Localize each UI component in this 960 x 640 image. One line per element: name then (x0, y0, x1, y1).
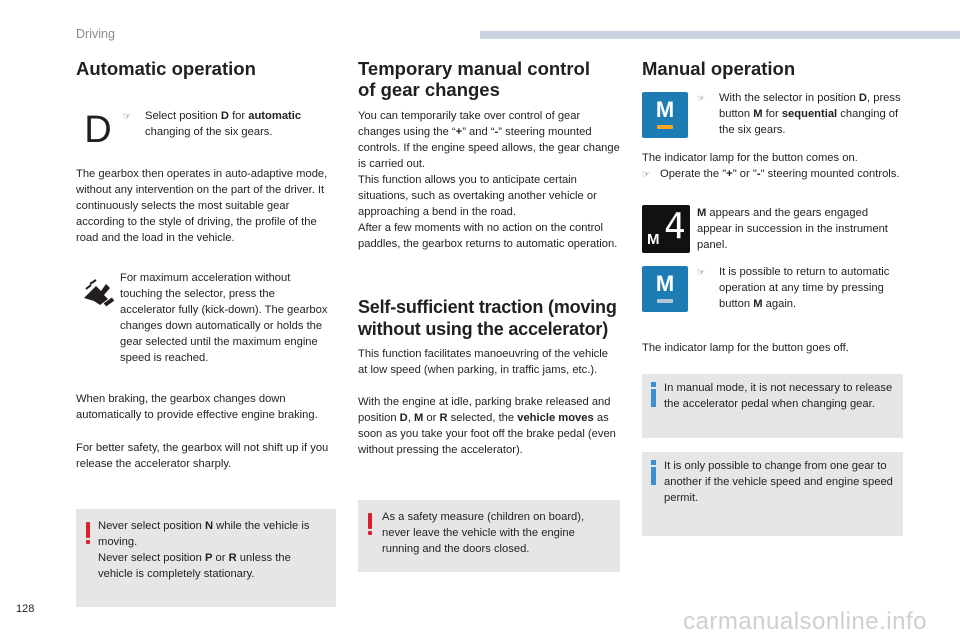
information-icon (651, 460, 656, 486)
exclamation-icon (85, 522, 91, 544)
temporary-title: Temporary manual control of gear changes (358, 58, 590, 100)
information-icon (651, 382, 656, 408)
foot-on-pedal-icon (82, 278, 116, 308)
manual-lamp-on-text: The indicator lamp for the button comes on. (642, 152, 858, 164)
automatic-bullet: ☞ Select position D for automatic changing of the six gears. (123, 110, 302, 139)
hand-pointer-icon: ☞ (697, 267, 706, 277)
m-button-lamp-off-icon: M (642, 266, 688, 312)
manual-return-bullet: ☞ It is possible to return to automatic operation at any time by pressing button M again. (697, 266, 890, 311)
m-button-lamp-on-icon: M (642, 92, 688, 138)
automatic-para2: When braking, the gearbox changes down automatically to provide effective engine braking. (76, 393, 318, 422)
manual-info-box-2: It is only possible to change from one gear to another if the vehicle speed and engine speed permit. (642, 452, 903, 536)
manual-title: Manual operation (642, 58, 796, 79)
lamp-on-indicator (657, 125, 673, 129)
traction-title: Self-sufficient traction (moving without using the accelerator) (358, 297, 617, 339)
kickdown-text: For maximum acceleration without touching the selector, press the accelerator fully (kick-down). The gearbox changes down automatically or holds the gear selected until the maximum engine speed is reached. (120, 272, 328, 365)
manual-operate-bullet: ☞ Operate the "+" or "-" steering mounted controls. (642, 166, 904, 182)
position-d-icon: D (84, 109, 112, 151)
automatic-para1: The gearbox then operates in auto-adaptive mode, without any intervention on the part of the driver. It continuously selects the most suitable gear according to the style of driving, the profile of the road and the load in the vehicle. (76, 168, 328, 245)
page-number: 128 (16, 603, 35, 615)
hand-pointer-icon: ☞ (642, 169, 651, 179)
automatic-para3: For better safety, the gearbox will not shift up if you release the accelerator sharply. (76, 442, 329, 471)
manual-info-box-1: In manual mode, it is not necessary to release the accelerator pedal when changing gear. (642, 374, 903, 438)
watermark: carmanualsonline.info (683, 608, 927, 635)
instrument-panel-display: M 4 (642, 205, 690, 253)
hand-pointer-icon: ☞ (123, 111, 132, 121)
traction-warning-box: As a safety measure (children on board), never leave the vehicle with the engine running and the doors closed. (358, 500, 620, 572)
temporary-para2: This function allows you to anticipate certain situations, such as overtaking another vehicle or approaching a bend in the road. (358, 174, 597, 219)
manual-appears-text: M appears and the gears engaged appear in succession in the instrument panel. (697, 207, 888, 252)
temporary-para3: After a few moments with no action on the control paddles, the gearbox returns to automatic operation. (358, 222, 618, 251)
lamp-off-indicator (657, 299, 673, 303)
temporary-para1: You can temporarily take over control of gear changes using the “+” and “-” steering mounted controls. If the engine speed allows, the gear change is carried out. (358, 110, 620, 171)
traction-para1: This function facilitates manoeuvring of the vehicle at low speed (when parking, in traffic jams, etc.). (358, 348, 608, 377)
manual-bullet-1: ☞ With the selector in position D, press button M for sequential changing of the six gears. (697, 92, 901, 137)
header-section-label: Driving (76, 27, 115, 41)
automatic-warning-box: Never select position N while the vehicle is moving. Never select position P or R unless the vehicle is completely stationary. (76, 509, 336, 607)
hand-pointer-icon: ☞ (697, 93, 706, 103)
exclamation-icon (367, 513, 373, 535)
manual-lamp-off-text: The indicator lamp for the button goes off. (642, 342, 849, 354)
header-bar (480, 31, 960, 39)
automatic-title: Automatic operation (76, 58, 256, 79)
traction-para2: With the engine at idle, parking brake released and position D, M or R selected, the vehicle moves as soon as you take your foot off the brake pedal (even without pressing the accelerator). (358, 396, 616, 457)
